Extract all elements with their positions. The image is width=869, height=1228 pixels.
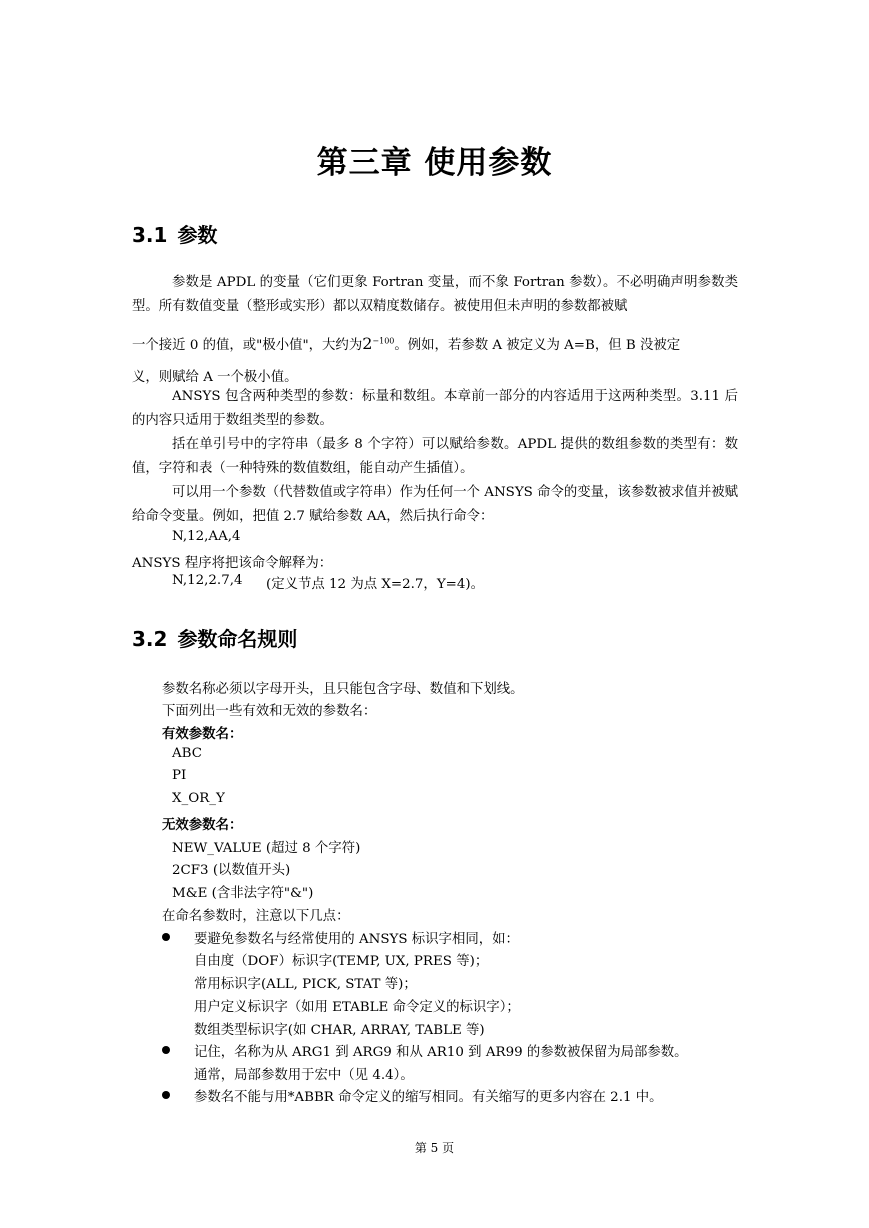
bullet-1-subline: 用户定义标识字（如用 ETABLE 命令定义的标识字）； bbox=[194, 1000, 520, 1015]
paragraph-1c: 义，则赋给 A 一个极小值。 bbox=[132, 370, 298, 385]
valid-name: X_OR_Y bbox=[172, 791, 225, 806]
text-span: 一个接近 0 的值，或"极小值"，大约为 bbox=[132, 338, 363, 353]
power-exponent: −100 bbox=[372, 336, 395, 346]
bullet-icon bbox=[162, 933, 170, 941]
invalid-name: NEW_VALUE (超过 8 个字符) bbox=[172, 841, 361, 856]
chapter-title: 第三章 使用参数 bbox=[316, 145, 553, 181]
section-number: 3.2 bbox=[132, 627, 168, 651]
paragraph-2: ANSYS 包含两种类型的参数：标量和数组。本章前一部分的内容适用于这两种类型。3.11 后的内容只适用于数组类型的参数。 bbox=[132, 389, 738, 428]
valid-name: PI bbox=[172, 768, 187, 783]
invalid-heading: 无效参数名： bbox=[162, 817, 243, 833]
valid-name: ABC bbox=[172, 746, 203, 761]
bullet-icon bbox=[162, 1091, 170, 1099]
power-base: 2 bbox=[362, 334, 373, 353]
bullet-icon bbox=[162, 1046, 170, 1054]
rule-line-1: 参数名称必须以字母开头，且只能包含字母、数值和下划线。 bbox=[162, 682, 524, 697]
section-title: 参数命名规则 bbox=[177, 627, 298, 651]
command-note: (定义节点 12 为点 X=2.7，Y=4)。 bbox=[266, 577, 485, 592]
invalid-name: 2CF3 (以数值开头) bbox=[172, 863, 291, 878]
bullet-2: 记住，名称为从 ARG1 到 ARG9 和从 AR10 到 AR99 的参数被保留为局部参数。 bbox=[194, 1045, 688, 1060]
notes-heading: 在命名参数时，注意以下几点： bbox=[162, 909, 350, 924]
bullet-3: 参数名不能与用*ABBR 命令定义的缩写相同。有关缩写的更多内容在 2.1 中。 bbox=[194, 1090, 663, 1105]
section-heading-3-1 bbox=[132, 219, 217, 248]
command-line-2: N,12,2.7,4 bbox=[172, 573, 243, 588]
text-span: 。例如，若参数 A 被定义为 A=B，但 B 没被定 bbox=[394, 338, 681, 353]
paragraph-1b bbox=[132, 334, 680, 353]
interpret-line: ANSYS 程序将把该命令解释为： bbox=[132, 556, 333, 571]
page-number: 第 5 页 bbox=[414, 1141, 455, 1155]
paragraph-3: 括在单引号中的字符串（最多 8 个字符）可以赋给参数。APDL 提供的数组参数的类型有：数值，字符和表（一种特殊的数值数组，能自动产生插值）。 bbox=[132, 437, 738, 476]
section-number: 3.1 bbox=[132, 223, 168, 247]
bullet-2-cont: 通常，局部参数用于宏中（见 4.4）。 bbox=[194, 1068, 414, 1083]
bullet-1-subline: 数组类型标识字(如 CHAR, ARRAY, TABLE 等) bbox=[194, 1023, 485, 1038]
section-heading-3-2 bbox=[132, 623, 297, 652]
bullet-1-subline: 常用标识字(ALL, PICK, STAT 等)； bbox=[194, 977, 417, 992]
rule-line-2: 下面列出一些有效和无效的参数名： bbox=[162, 704, 377, 719]
paragraph-1a: 参数是 APDL 的变量（它们更象 Fortran 变量，而不象 Fortran 参数）。不必明确声明参数类型。所有数值变量（整形或实形）都以双精度数储存。被使用但未声明的参数都被赋 bbox=[132, 275, 738, 314]
paragraph-4: 可以用一个参数（代替数值或字符串）作为任何一个 ANSYS 命令的变量，该参数被求值并被赋给命令变量。例如，把值 2.7 赋给参数 AA，然后执行命令： bbox=[132, 485, 738, 524]
section-title: 参数 bbox=[177, 223, 218, 247]
valid-heading: 有效参数名： bbox=[162, 726, 243, 742]
invalid-name: M&E (含非法字符"&") bbox=[172, 886, 314, 901]
bullet-1-subline: 自由度（DOF）标识字(TEMP, UX, PRES 等)； bbox=[194, 954, 489, 969]
bullet-1: 要避免参数名与经常使用的 ANSYS 标识字相同，如： bbox=[194, 932, 519, 947]
command-line-1: N,12,AA,4 bbox=[172, 529, 241, 544]
